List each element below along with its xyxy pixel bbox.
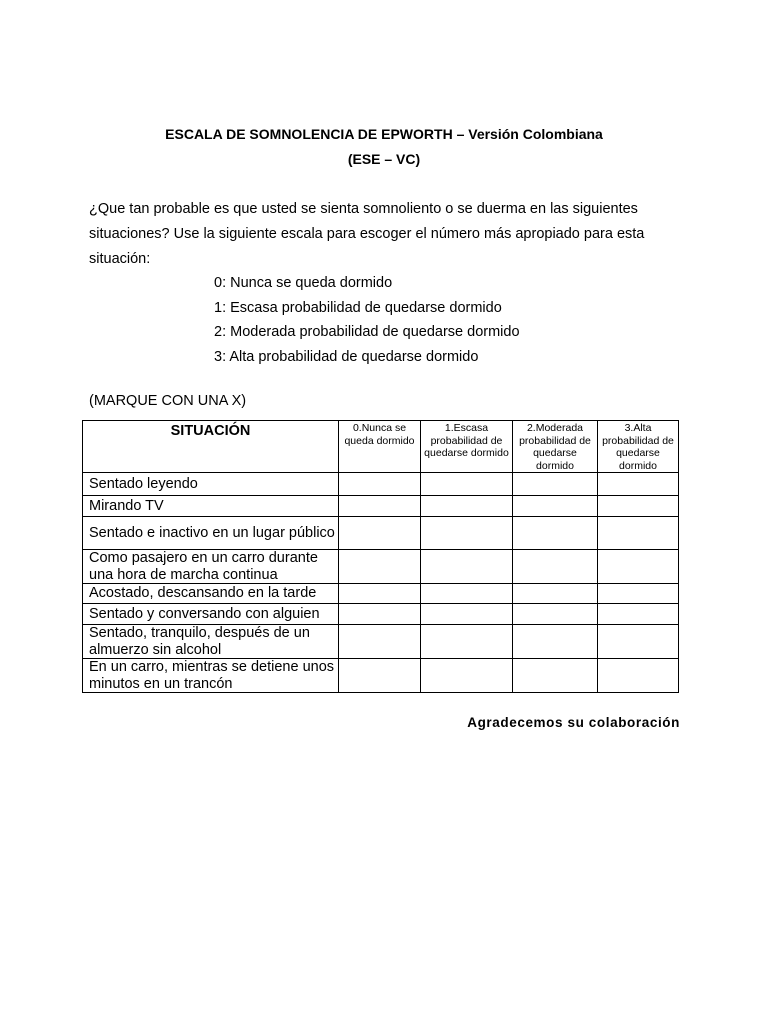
answer-cell-option-3[interactable] — [598, 584, 679, 604]
column-header-situation: SITUACIÓN — [83, 421, 339, 473]
form-title: ESCALA DE SOMNOLENCIA DE EPWORTH – Versión Colombiana — [165, 126, 603, 142]
answer-cell-option-2[interactable] — [513, 517, 598, 550]
answer-cell-option-3[interactable] — [598, 473, 679, 496]
answer-cell-option-0[interactable] — [339, 625, 421, 659]
answer-cell-option-2[interactable] — [513, 659, 598, 693]
answer-cell-option-0[interactable] — [339, 584, 421, 604]
answer-cell-option-0[interactable] — [339, 517, 421, 550]
answer-cell-option-0[interactable] — [339, 473, 421, 496]
column-header-option-3: 3.Alta probabilidad de quedarse dormido — [598, 421, 679, 473]
situation-label: En un carro, mientras se detiene unos minutos en un trancón — [83, 659, 339, 693]
table-row — [83, 584, 679, 604]
answer-cell-option-0[interactable] — [339, 659, 421, 693]
scale-list — [214, 271, 520, 369]
situation-label: Mirando TV — [83, 496, 339, 517]
answer-cell-option-1[interactable] — [421, 473, 513, 496]
answer-cell-option-3[interactable] — [598, 550, 679, 584]
answer-cell-option-1[interactable] — [421, 550, 513, 584]
answer-cell-option-1[interactable] — [421, 496, 513, 517]
table-row — [83, 496, 679, 517]
situation-label: Sentado y conversando con alguien — [83, 604, 339, 625]
answer-cell-option-2[interactable] — [513, 473, 598, 496]
situations-table — [82, 420, 679, 693]
answer-cell-option-3[interactable] — [598, 625, 679, 659]
column-header-option-0: 0.Nunca se queda dormido — [339, 421, 421, 473]
situation-label: Acostado, descansando en la tarde — [83, 584, 339, 604]
situation-label: Sentado e inactivo en un lugar público — [83, 517, 339, 550]
answer-cell-option-1[interactable] — [421, 584, 513, 604]
scale-item: 3: Alta probabilidad de quedarse dormido — [214, 348, 479, 365]
answer-cell-option-3[interactable] — [598, 517, 679, 550]
answer-cell-option-1[interactable] — [421, 517, 513, 550]
answer-cell-option-1[interactable] — [421, 659, 513, 693]
answer-cell-option-2[interactable] — [513, 625, 598, 659]
table-row — [83, 517, 679, 550]
table-row — [83, 550, 679, 584]
situation-label: Como pasajero en un carro durante una hora de marcha continua — [83, 550, 339, 584]
answer-cell-option-2[interactable] — [513, 584, 598, 604]
mark-instruction: (MARQUE CON UNA X) — [89, 393, 247, 409]
form-subtitle: (ESE – VC) — [347, 151, 421, 167]
thanks-note: Agradecemos su colaboración — [467, 715, 680, 730]
situation-label: Sentado, tranquilo, después de un almuerzo sin alcohol — [83, 625, 339, 659]
answer-cell-option-1[interactable] — [421, 625, 513, 659]
scale-item: 1: Escasa probabilidad de quedarse dormido — [214, 299, 502, 316]
column-header-option-2: 2.Moderada probabilidad de quedarse dormido — [513, 421, 598, 473]
answer-cell-option-0[interactable] — [339, 550, 421, 584]
answer-cell-option-2[interactable] — [513, 496, 598, 517]
table-row — [83, 473, 679, 496]
answer-cell-option-0[interactable] — [339, 604, 421, 625]
scale-item: 2: Moderada probabilidad de quedarse dormido — [214, 324, 520, 340]
answer-cell-option-2[interactable] — [513, 604, 598, 625]
intro-text: ¿Que tan probable es que usted se sienta somnoliento o se duerma en las siguientes situaciones? Use la siguiente escala para escoger el número más apropiado para esta situación: — [89, 201, 645, 267]
table-row — [83, 659, 679, 693]
answer-cell-option-3[interactable] — [598, 659, 679, 693]
answer-cell-option-3[interactable] — [598, 604, 679, 625]
column-header-option-1: 1.Escasa probabilidad de quedarse dormido — [421, 421, 513, 473]
table-row — [83, 625, 679, 659]
scale-item: 0: Nunca se queda dormido — [214, 275, 393, 291]
answer-cell-option-2[interactable] — [513, 550, 598, 584]
table-header-row — [83, 421, 679, 473]
situation-label: Sentado leyendo — [83, 473, 339, 496]
answer-cell-option-0[interactable] — [339, 496, 421, 517]
answer-cell-option-3[interactable] — [598, 496, 679, 517]
answer-cell-option-1[interactable] — [421, 604, 513, 625]
table-row — [83, 604, 679, 625]
